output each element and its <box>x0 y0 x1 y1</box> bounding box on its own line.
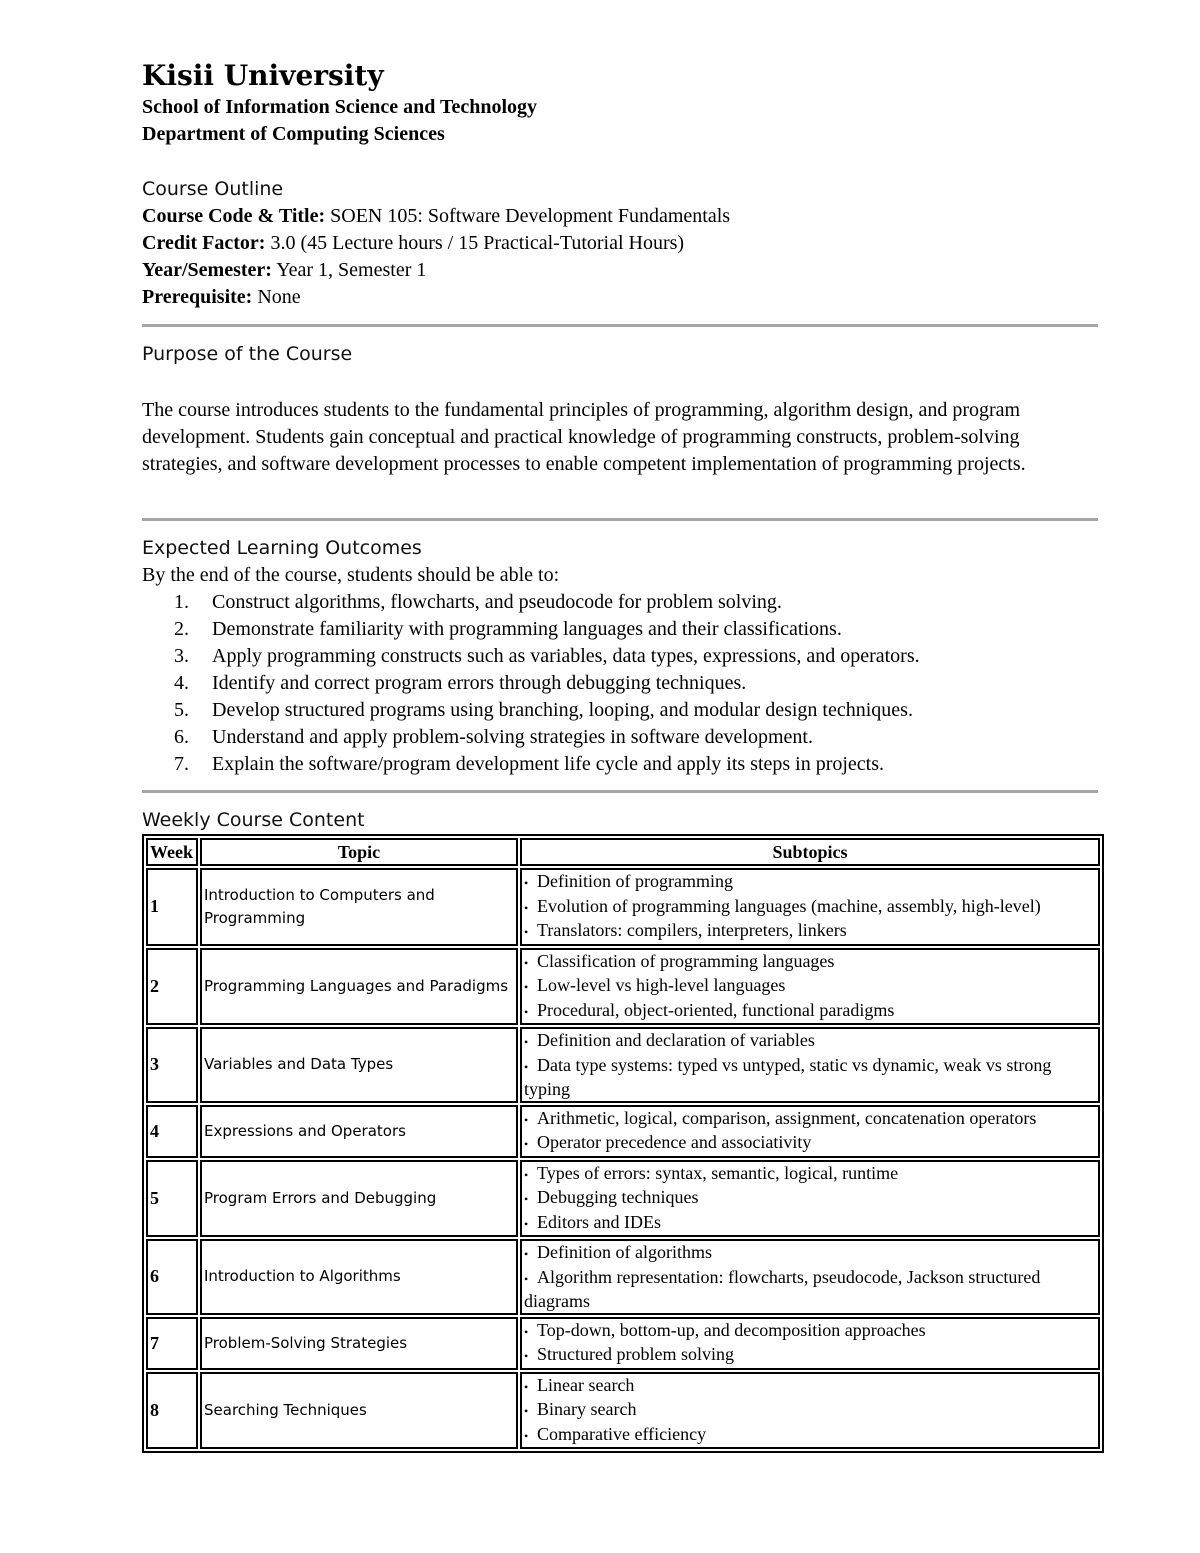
table-row <box>146 1027 1100 1103</box>
subtopic-text: Definition of programming <box>537 871 733 891</box>
subtopics-cell <box>520 1160 1100 1238</box>
bullet-icon: • <box>524 1035 529 1049</box>
subtopic-text: Algorithm representation: flowcharts, pseudocode, Jackson structured diagrams <box>524 1266 1041 1311</box>
week-cell: 6 <box>146 1239 198 1315</box>
subtopics-cell <box>520 1239 1100 1315</box>
school-name: School of Information Science and Technology <box>142 96 538 118</box>
subtopic-text: Types of errors: syntax, semantic, logical, runtime <box>537 1162 899 1183</box>
year-semester-value: Year 1, Semester 1 <box>276 259 427 281</box>
subtopic-text: Binary search <box>537 1399 637 1419</box>
outcomes-heading: Expected Learning Outcomes <box>142 537 422 559</box>
topic-cell: Introduction to Algorithms <box>200 1239 518 1315</box>
year-semester-label: Year/Semester: <box>142 259 272 281</box>
subtopic-text: Top-down, bottom-up, and decomposition approaches <box>537 1319 926 1340</box>
outcome-text: Construct algorithms, flowcharts, and pseudocode for problem solving. <box>212 591 782 613</box>
prerequisite-line <box>142 284 1098 311</box>
bullet-icon: • <box>524 1349 529 1363</box>
outcome-number: 3. <box>174 645 189 667</box>
subtopic-item <box>524 1131 1096 1156</box>
bullet-icon: • <box>524 980 529 994</box>
department-name: Department of Computing Sciences <box>142 123 445 145</box>
week-cell: 5 <box>146 1160 198 1238</box>
subtopics-cell <box>520 868 1100 946</box>
subtopic-text: Editors and IDEs <box>537 1211 661 1232</box>
outcomes-list <box>142 589 1098 778</box>
topic-cell: Program Errors and Debugging <box>200 1160 518 1238</box>
bullet-icon: • <box>524 900 529 915</box>
subtopics-cell <box>520 1372 1100 1450</box>
purpose-heading: Purpose of the Course <box>142 343 353 365</box>
subtopic-text: Definition and declaration of variables <box>537 1030 815 1050</box>
bullet-icon: • <box>524 925 529 939</box>
subtopic-item <box>524 919 1096 944</box>
subtopic-text: Arithmetic, logical, comparison, assignment, concatenation operators <box>537 1107 1037 1128</box>
bullet-icon: • <box>524 1379 529 1394</box>
subtopic-text: Debugging techniques <box>537 1187 699 1207</box>
topic-cell: Expressions and Operators <box>200 1105 518 1158</box>
subtopic-item <box>524 1319 1096 1344</box>
subtopic-text: Comparative efficiency <box>537 1423 707 1444</box>
outcome-text: Develop structured programs using branching, looping, and modular design techniques. <box>212 699 913 721</box>
subtopic-text: Translators: compilers, interpreters, linkers <box>537 920 847 940</box>
outcome-text: Identify and correct program errors through debugging techniques. <box>212 672 747 694</box>
subtopics-cell <box>520 948 1100 1026</box>
course-code-label: Course Code & Title: <box>142 205 326 227</box>
bullet-icon: • <box>524 876 529 890</box>
bullet-icon: • <box>524 1271 529 1286</box>
subtopic-item <box>524 1186 1096 1211</box>
subtopic-item <box>524 895 1096 920</box>
subtopic-text: Definition of algorithms <box>537 1242 712 1262</box>
course-code-value: SOEN 105: Software Development Fundamentals <box>330 205 731 227</box>
subtopic-item <box>524 1241 1096 1266</box>
week-cell: 7 <box>146 1317 198 1370</box>
bullet-icon: • <box>524 1112 529 1127</box>
subtopic-item <box>524 1107 1096 1132</box>
subtopic-text: Operator precedence and associativity <box>537 1132 812 1152</box>
subtopic-item <box>524 1423 1096 1448</box>
outcome-number: 2. <box>174 618 189 640</box>
subtopic-text: Classification of programming languages <box>537 950 835 971</box>
week-cell: 2 <box>146 948 198 1026</box>
subtopic-text: Low-level vs high-level languages <box>537 975 786 995</box>
outcomes-intro: By the end of the course, students should be able to: <box>142 564 560 586</box>
topic-cell: Problem-Solving Strategies <box>200 1317 518 1370</box>
subtopic-text: Procedural, object-oriented, functional paradigms <box>537 999 895 1020</box>
subtopic-text: Evolution of programming languages (machine, assembly, high-level) <box>537 895 1041 916</box>
table-row <box>146 1239 1100 1315</box>
subtopics-cell <box>520 1027 1100 1103</box>
outcome-item <box>142 643 1098 670</box>
subtopic-item <box>524 950 1096 975</box>
bullet-icon: • <box>524 1247 529 1261</box>
bullet-icon: • <box>524 1004 529 1019</box>
outcome-text: Demonstrate familiarity with programming languages and their classifications. <box>212 618 842 640</box>
subtopics-cell <box>520 1105 1100 1158</box>
bullet-icon: • <box>524 955 529 970</box>
weekly-content-heading: Weekly Course Content <box>142 809 365 831</box>
outcome-number: 1. <box>174 591 189 613</box>
prerequisite-value: None <box>257 286 301 308</box>
outcome-item <box>142 751 1098 778</box>
subtopic-item <box>524 1054 1096 1101</box>
table-row <box>146 1160 1100 1238</box>
subtopic-item <box>524 1029 1096 1054</box>
topic-column-header: Topic <box>200 838 518 866</box>
bullet-icon: • <box>524 1428 529 1443</box>
topic-cell: Programming Languages and Paradigms <box>200 948 518 1026</box>
table-row <box>146 1105 1100 1158</box>
outcome-number: 4. <box>174 672 189 694</box>
table-row <box>146 1317 1100 1370</box>
table-row <box>146 1372 1100 1450</box>
subtopic-item <box>524 1398 1096 1423</box>
bullet-icon: • <box>524 1192 529 1206</box>
table-row <box>146 868 1100 946</box>
topic-cell: Introduction to Computers and Programming <box>200 868 518 946</box>
topic-cell: Variables and Data Types <box>200 1027 518 1103</box>
subtopic-text: Linear search <box>537 1374 635 1395</box>
subtopics-cell <box>520 1317 1100 1370</box>
bullet-icon: • <box>524 1167 529 1182</box>
prerequisite-label: Prerequisite: <box>142 286 253 308</box>
subtopic-text: Data type systems: typed vs untyped, static vs dynamic, weak vs strong typing <box>524 1054 1052 1099</box>
subtopic-item <box>524 870 1096 895</box>
bullet-icon: • <box>524 1216 529 1231</box>
outcome-number: 6. <box>174 726 189 748</box>
outcome-text: Explain the software/program development life cycle and apply its steps in projects. <box>212 753 885 775</box>
outcome-text: Understand and apply problem-solving strategies in software development. <box>212 726 813 748</box>
bullet-icon: • <box>524 1324 529 1339</box>
bullet-icon: • <box>524 1404 529 1418</box>
weekly-content-table <box>142 834 1104 1453</box>
outcome-number: 7. <box>174 753 189 775</box>
outcome-number: 5. <box>174 699 189 721</box>
outcome-text: Apply programming constructs such as variables, data types, expressions, and operators. <box>212 645 920 667</box>
topic-cell: Searching Techniques <box>200 1372 518 1450</box>
subtopics-column-header: Subtopics <box>520 838 1100 866</box>
credit-factor-value: 3.0 (45 Lecture hours / 15 Practical-Tutorial Hours) <box>270 232 685 254</box>
purpose-text: The course introduces students to the fundamental principles of programming, algorithm design, and program development. Students gain conceptual and practical knowledge of programming constructs, problem-solving strategies, and software development processes to enable competent implementation of programming projects. <box>142 399 1026 475</box>
week-column-header: Week <box>146 838 198 866</box>
outcome-item <box>142 670 1098 697</box>
outcome-item <box>142 697 1098 724</box>
credit-factor-label: Credit Factor: <box>142 232 266 254</box>
subtopic-item <box>524 1162 1096 1187</box>
subtopic-item <box>524 999 1096 1024</box>
subtopic-item <box>524 1343 1096 1368</box>
subtopic-item <box>524 1266 1096 1313</box>
subtopic-item <box>524 974 1096 999</box>
outcome-item <box>142 589 1098 616</box>
weekly-table-body <box>146 868 1100 1449</box>
week-cell: 8 <box>146 1372 198 1450</box>
year-semester-line <box>142 257 1098 284</box>
week-cell: 4 <box>146 1105 198 1158</box>
subtopic-item <box>524 1211 1096 1236</box>
week-cell: 1 <box>146 868 198 946</box>
subtopic-item <box>524 1374 1096 1399</box>
course-outline-heading: Course Outline <box>142 178 284 200</box>
credit-factor-line <box>142 230 1098 257</box>
university-name: Kisii University <box>142 59 384 92</box>
table-header-row <box>146 838 1100 866</box>
bullet-icon: • <box>524 1137 529 1151</box>
table-row <box>146 948 1100 1026</box>
subtopic-text: Structured problem solving <box>537 1344 734 1364</box>
outcome-item <box>142 724 1098 751</box>
bullet-icon: • <box>524 1059 529 1074</box>
outcome-item <box>142 616 1098 643</box>
week-cell: 3 <box>146 1027 198 1103</box>
document-page <box>142 58 1098 1453</box>
course-code-line <box>142 203 1098 230</box>
